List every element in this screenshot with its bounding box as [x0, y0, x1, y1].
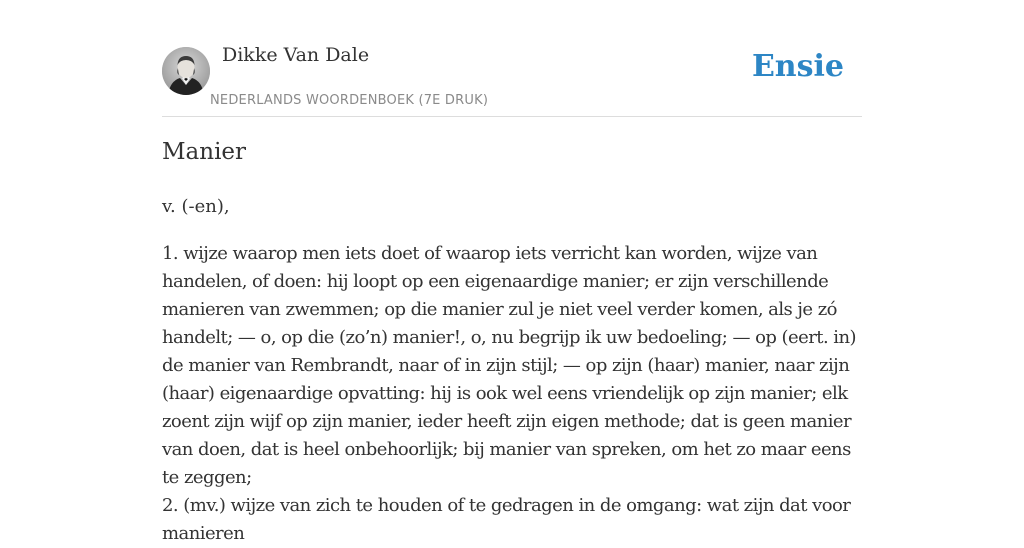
- avatar[interactable]: [162, 47, 210, 95]
- site-logo[interactable]: Ensie: [751, 49, 844, 84]
- source-subtitle: NEDERLANDS WOORDENBOEK (7E DRUK): [210, 93, 489, 108]
- portrait-icon: [162, 47, 210, 95]
- entry-definition: [162, 240, 862, 548]
- source-title[interactable]: Dikke Van Dale: [222, 44, 370, 66]
- sense-2: 2. (mv.) wijze van zich te houden of te gedragen in de omgang: wat zijn dat voor manieren: [162, 495, 851, 544]
- grammar-info: v. (-en),: [162, 196, 230, 217]
- source-header: [162, 0, 862, 117]
- page: [162, 0, 862, 544]
- sense-1: 1. wijze waarop men iets doet of waarop iets verricht kan worden, wijze van handelen, of doen: hij loopt op een eigenaardige manier; er zijn verschillende manieren van zwemmen; op die manier zul je niet veel verder komen, als je zó handelt; — o, op die (zo’n) manier!, o, nu begrijp ik uw bedoeling; — op (eert. in) de manier van Rembrandt, naar of in zijn stijl; — op zijn (haar) manier, naar zijn (haar) eigenaardige opvatting: hij is ook wel eens vriendelijk op zijn manier; elk zoent zijn wijf op zijn manier, ieder heeft zijn eigen methode; dat is geen manier van doen, dat is heel onbehoorlijk; bij manier van spreken, om het zo maar eens te zeggen;: [162, 243, 857, 488]
- page-title: Manier: [162, 139, 247, 165]
